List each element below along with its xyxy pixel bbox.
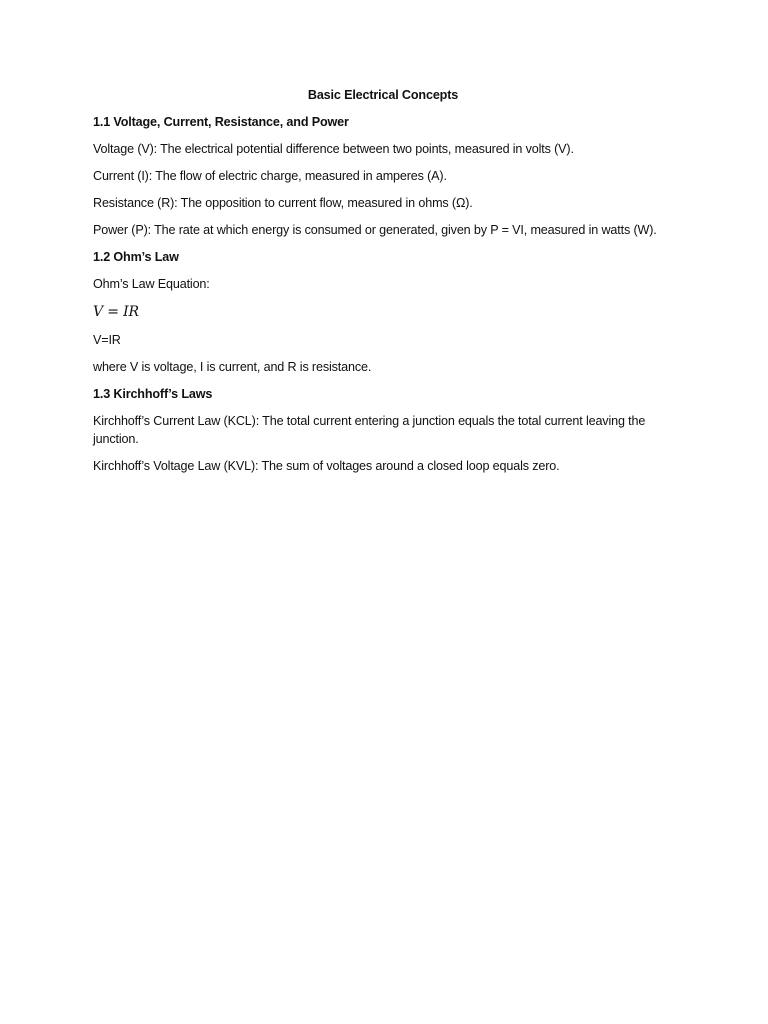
section-heading-1-3: 1.3 Kirchhoff’s Laws: [93, 387, 213, 401]
kvl-definition: Kirchhoff’s Voltage Law (KVL): The sum of voltages around a closed loop equals zero.: [93, 459, 560, 473]
kcl-definition: Kirchhoff’s Current Law (KCL): The total current entering a junction equals the total current leaving the junction.: [93, 414, 646, 446]
document-page: [93, 86, 673, 484]
ohms-law-equation: V = IR: [93, 304, 139, 320]
ohms-law-explanation: where V is voltage, I is current, and R is resistance.: [93, 360, 372, 374]
ohms-law-intro: Ohm’s Law Equation:: [93, 277, 210, 291]
section-heading-1-2: 1.2 Ohm’s Law: [93, 250, 179, 264]
voltage-definition: Voltage (V): The electrical potential difference between two points, measured in volts (V).: [93, 142, 574, 156]
power-definition: Power (P): The rate at which energy is consumed or generated, given by P = VI, measured in watts (W).: [93, 223, 657, 237]
resistance-definition: Resistance (R): The opposition to current flow, measured in ohms (Ω).: [93, 196, 473, 210]
current-definition: Current (I): The flow of electric charge, measured in amperes (A).: [93, 169, 447, 183]
ohms-law-equation-plain: V=IR: [93, 333, 121, 347]
document-title: Basic Electrical Concepts: [307, 88, 459, 102]
section-heading-1-1: 1.1 Voltage, Current, Resistance, and Power: [93, 115, 349, 129]
